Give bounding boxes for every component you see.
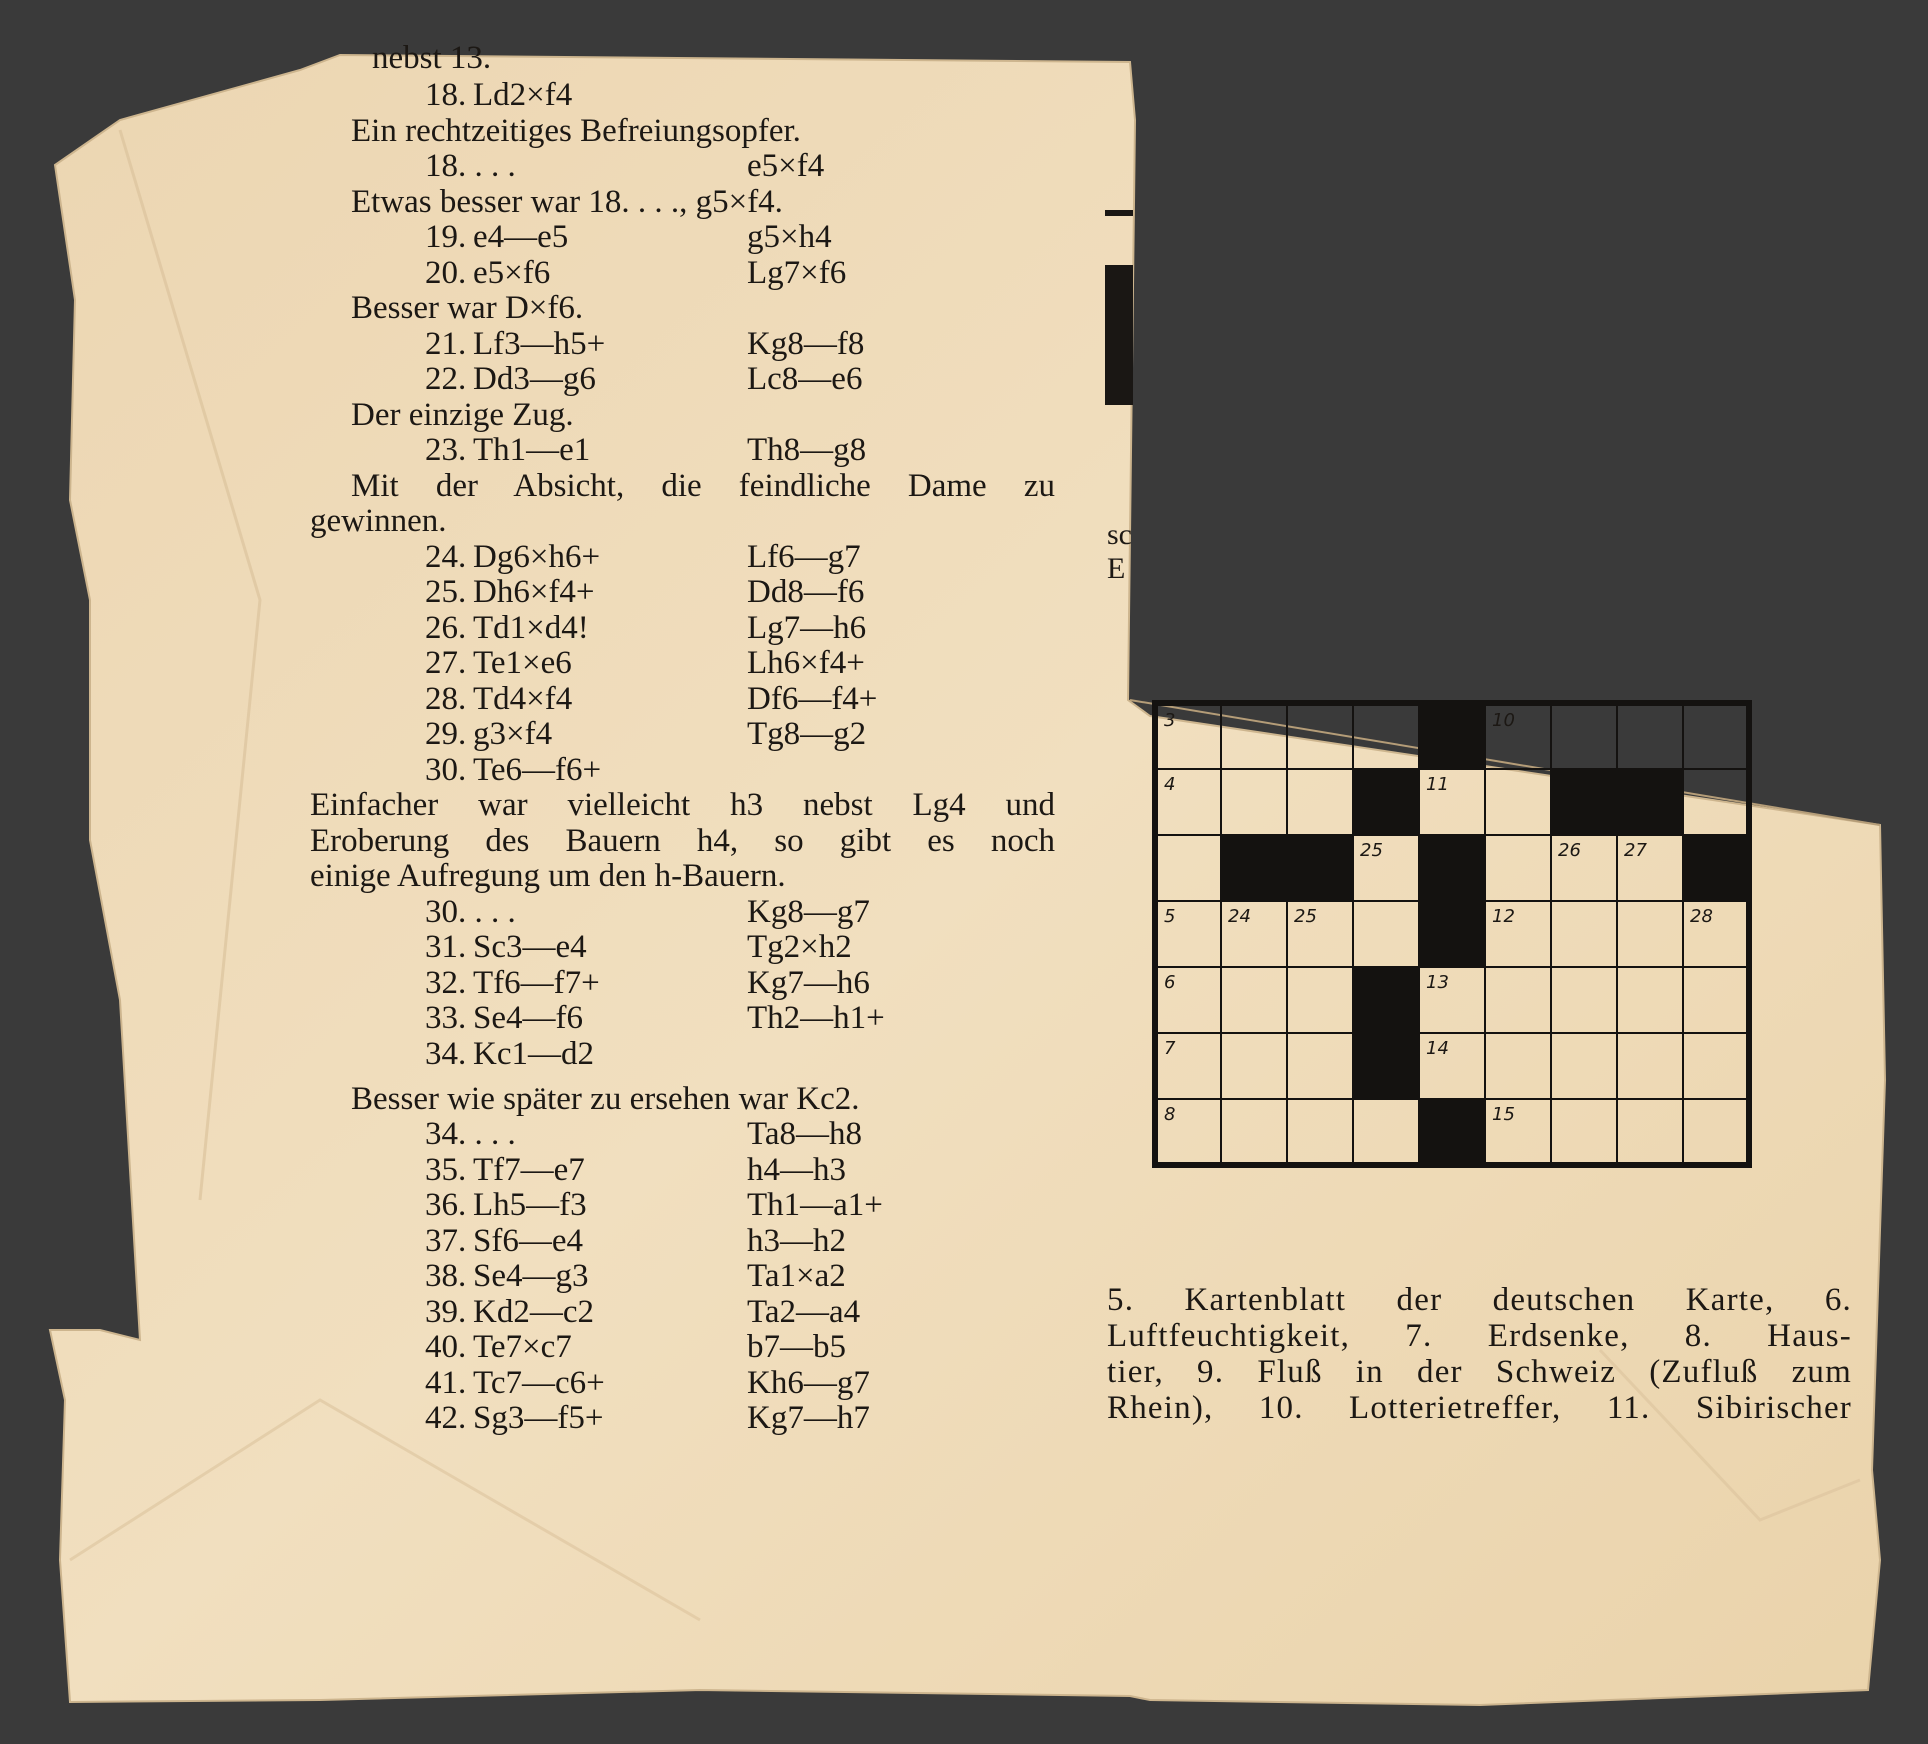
black-move: Th1—a1+ bbox=[747, 1187, 883, 1223]
cell-number: 5 bbox=[1164, 906, 1176, 927]
white-move: Tf7—e7 bbox=[473, 1151, 585, 1188]
move-row bbox=[310, 327, 1055, 363]
move-row bbox=[310, 1330, 1055, 1366]
black-move: Ta2—a4 bbox=[747, 1293, 861, 1330]
crossword-cell[interactable] bbox=[1221, 901, 1287, 967]
crossword-cell[interactable] bbox=[1485, 901, 1551, 967]
annotation-text: Einfacher war vielleicht h3 nebst Lg4 und bbox=[310, 787, 1055, 823]
move-row bbox=[310, 1037, 1055, 1073]
black-move: Lh6×f4+ bbox=[747, 645, 865, 681]
crossword-cell[interactable] bbox=[1287, 1033, 1353, 1099]
move-number: 28. bbox=[425, 680, 467, 717]
move-row bbox=[310, 1001, 1055, 1037]
clue-line: Rhein), 10. Lotterietreffer, 11. Sibirischer bbox=[1107, 1390, 1852, 1426]
white-move: Kd2—c2 bbox=[473, 1293, 594, 1330]
white-move: Lh5—f3 bbox=[473, 1187, 587, 1223]
crossword-cell[interactable] bbox=[1155, 1099, 1221, 1165]
crossword-cell[interactable] bbox=[1683, 769, 1749, 835]
black-move: Ta1×a2 bbox=[747, 1258, 846, 1294]
cell-number: 14 bbox=[1426, 1038, 1449, 1059]
annotation-line bbox=[310, 291, 1055, 327]
move-number: 36. bbox=[425, 1187, 467, 1223]
crossword-cell[interactable] bbox=[1683, 703, 1749, 769]
move-number: 30. bbox=[425, 751, 467, 788]
crossword-cell[interactable] bbox=[1485, 703, 1551, 769]
black-move: Lg7×f6 bbox=[747, 254, 847, 291]
move-row bbox=[310, 1259, 1055, 1295]
crossword-row bbox=[1155, 967, 1749, 1033]
crossword-cell[interactable] bbox=[1419, 967, 1485, 1033]
move-number: 23. bbox=[425, 432, 467, 468]
crossword-black-cell bbox=[1419, 703, 1485, 769]
crossword-cell[interactable] bbox=[1221, 703, 1287, 769]
cell-number: 13 bbox=[1426, 972, 1449, 993]
crossword-cell[interactable] bbox=[1287, 901, 1353, 967]
annotation-line bbox=[310, 469, 1055, 505]
move-number: 38. bbox=[425, 1258, 467, 1294]
black-move: h3—h2 bbox=[747, 1222, 846, 1259]
crossword-row bbox=[1155, 1033, 1749, 1099]
crossword-row bbox=[1155, 769, 1749, 835]
crossword-cell[interactable] bbox=[1551, 1099, 1617, 1165]
cell-number: 4 bbox=[1164, 774, 1176, 795]
move-row bbox=[310, 149, 1055, 185]
crossword-cell[interactable] bbox=[1419, 769, 1485, 835]
annotation-line bbox=[310, 788, 1055, 824]
annotation-text: Der einzige Zug. bbox=[351, 396, 574, 433]
crossword-clues bbox=[1107, 1282, 1852, 1426]
white-move: Te6—f6+ bbox=[473, 751, 602, 788]
move-number: 24. bbox=[425, 538, 467, 575]
annotation-text: einige Aufregung um den h-Bauern. bbox=[310, 858, 786, 894]
cell-number: 8 bbox=[1164, 1104, 1176, 1125]
white-move: Ld2×f4 bbox=[473, 77, 573, 113]
crossword-cell[interactable] bbox=[1287, 769, 1353, 835]
white-move: Kc1—d2 bbox=[473, 1035, 594, 1072]
chess-notation-lines bbox=[310, 78, 1055, 1437]
white-move: Tf6—f7+ bbox=[473, 964, 600, 1001]
crossword-black-cell bbox=[1353, 967, 1419, 1033]
annotation-text: Ein rechtzeitiges Befreiungsopfer. bbox=[351, 112, 801, 149]
white-move: Td1×d4! bbox=[473, 609, 589, 646]
cell-number: 28 bbox=[1690, 906, 1713, 927]
crossword-row bbox=[1155, 901, 1749, 967]
move-number: 19. bbox=[425, 219, 467, 255]
move-row bbox=[310, 930, 1055, 966]
crossword-cell[interactable] bbox=[1617, 835, 1683, 901]
crossword-row bbox=[1155, 703, 1749, 769]
cell-number: 27 bbox=[1624, 840, 1647, 861]
move-number: 40. bbox=[425, 1329, 467, 1365]
clue-line: 5. Kartenblatt der deutschen Karte, 6. bbox=[1107, 1282, 1852, 1318]
white-move: Sc3—e4 bbox=[473, 929, 587, 965]
crossword-cell[interactable] bbox=[1353, 835, 1419, 901]
move-row bbox=[310, 717, 1055, 753]
crossword-cell[interactable] bbox=[1485, 967, 1551, 1033]
white-move: Td4×f4 bbox=[473, 680, 573, 717]
black-move: h4—h3 bbox=[747, 1151, 846, 1188]
white-move: Te1×e6 bbox=[473, 645, 572, 681]
move-row bbox=[310, 895, 1055, 931]
crossword-row bbox=[1155, 835, 1749, 901]
crossword-cell[interactable] bbox=[1617, 901, 1683, 967]
move-number: 42. bbox=[425, 1400, 467, 1436]
white-move: Dg6×h6+ bbox=[473, 538, 601, 575]
crossword-cell[interactable] bbox=[1155, 1033, 1221, 1099]
white-move: Tc7—c6+ bbox=[473, 1364, 605, 1401]
move-row bbox=[310, 220, 1055, 256]
crossword-grid bbox=[1152, 700, 1752, 1168]
annotation-text: Eroberung des Bauern h4, so gibt es noch bbox=[310, 822, 1055, 859]
cell-number: 15 bbox=[1492, 1104, 1515, 1125]
crossword-cell[interactable] bbox=[1551, 703, 1617, 769]
top-fragment: nebst 13. bbox=[372, 44, 492, 72]
cell-number: 11 bbox=[1426, 774, 1449, 795]
crossword-row bbox=[1155, 1099, 1749, 1165]
black-move: e5×f4 bbox=[747, 148, 825, 184]
crossword-cell[interactable] bbox=[1683, 1033, 1749, 1099]
crossword-cell[interactable] bbox=[1353, 1099, 1419, 1165]
right-fragment-sc: sc bbox=[1107, 518, 1132, 551]
crossword-black-cell bbox=[1353, 769, 1419, 835]
clue-line: tier, 9. Fluß in der Schweiz (Zufluß zum bbox=[1107, 1354, 1852, 1390]
move-row bbox=[310, 575, 1055, 611]
crossword-cell[interactable] bbox=[1221, 967, 1287, 1033]
black-move: Df6—f4+ bbox=[747, 680, 878, 717]
black-move: Th2—h1+ bbox=[747, 1000, 885, 1036]
crossword-cell[interactable] bbox=[1485, 769, 1551, 835]
crossword-black-cell bbox=[1419, 901, 1485, 967]
white-move: g3×f4 bbox=[473, 716, 553, 752]
move-number: 26. bbox=[425, 609, 467, 646]
annotation-line bbox=[310, 398, 1055, 434]
cell-number: 25 bbox=[1360, 840, 1383, 861]
neighbor-column-bar-1 bbox=[1105, 265, 1133, 405]
crossword-cell[interactable] bbox=[1617, 1033, 1683, 1099]
crossword-cell[interactable] bbox=[1221, 1099, 1287, 1165]
move-number: 32. bbox=[425, 964, 467, 1001]
cell-number: 26 bbox=[1558, 840, 1581, 861]
black-move: Dd8—f6 bbox=[747, 574, 865, 610]
white-move: Lf3—h5+ bbox=[473, 325, 606, 362]
black-move: Kg7—h6 bbox=[747, 964, 870, 1001]
white-move: Th1—e1 bbox=[473, 432, 591, 468]
cell-number: 3 bbox=[1164, 710, 1176, 731]
cell-number: 10 bbox=[1492, 710, 1515, 731]
white-move: Dh6×f4+ bbox=[473, 574, 595, 610]
move-row bbox=[310, 753, 1055, 789]
neighbor-column-bar-2 bbox=[1105, 210, 1133, 216]
white-move: Te7×c7 bbox=[473, 1329, 572, 1365]
crossword-cell[interactable] bbox=[1683, 901, 1749, 967]
crossword-cell[interactable] bbox=[1485, 1099, 1551, 1165]
move-number: 18. bbox=[425, 77, 467, 113]
black-move: Lf6—g7 bbox=[747, 538, 861, 575]
crossword-cell[interactable] bbox=[1485, 835, 1551, 901]
cell-number: 6 bbox=[1164, 972, 1176, 993]
annotation-line bbox=[310, 859, 1055, 895]
move-number: 27. bbox=[425, 645, 467, 681]
crossword-cell[interactable] bbox=[1155, 901, 1221, 967]
move-number: 25. bbox=[425, 574, 467, 610]
crossword-cell[interactable] bbox=[1683, 1099, 1749, 1165]
white-move: e5×f6 bbox=[473, 254, 551, 291]
black-move: Tg2×h2 bbox=[747, 929, 852, 965]
crossword-cell[interactable] bbox=[1617, 1099, 1683, 1165]
black-move: b7—b5 bbox=[747, 1329, 846, 1365]
crossword-cell[interactable] bbox=[1221, 769, 1287, 835]
annotation-text: Besser wie später zu ersehen war Kc2. bbox=[351, 1080, 860, 1117]
crossword-cell[interactable] bbox=[1419, 1033, 1485, 1099]
black-move: g5×h4 bbox=[747, 219, 832, 255]
crossword-cell[interactable] bbox=[1551, 901, 1617, 967]
white-move: Sf6—e4 bbox=[473, 1222, 583, 1259]
crossword-cell[interactable] bbox=[1551, 835, 1617, 901]
cell-number: 24 bbox=[1228, 906, 1251, 927]
white-move: Sg3—f5+ bbox=[473, 1400, 604, 1436]
move-row bbox=[310, 256, 1055, 292]
move-number: 35. bbox=[425, 1151, 467, 1188]
move-number: 39. bbox=[425, 1293, 467, 1330]
black-move: Th8—g8 bbox=[747, 432, 867, 468]
crossword-table bbox=[1152, 700, 1752, 1168]
move-row bbox=[310, 1366, 1055, 1402]
crossword-black-cell bbox=[1353, 1033, 1419, 1099]
black-move: Kg8—g7 bbox=[747, 893, 870, 930]
crossword-cell[interactable] bbox=[1287, 967, 1353, 1033]
annotation-text: gewinnen. bbox=[310, 503, 447, 539]
move-number: 18. . . . bbox=[425, 148, 516, 184]
crossword-cell[interactable] bbox=[1287, 703, 1353, 769]
black-move: Lg7—h6 bbox=[747, 609, 867, 646]
move-number: 34. . . . bbox=[425, 1116, 516, 1152]
crossword-black-cell bbox=[1419, 1099, 1485, 1165]
white-move: Se4—f6 bbox=[473, 1000, 583, 1036]
right-fragment-e: E bbox=[1107, 552, 1126, 585]
crossword-cell[interactable] bbox=[1155, 769, 1221, 835]
move-row bbox=[310, 646, 1055, 682]
crossword-cell[interactable] bbox=[1353, 703, 1419, 769]
crossword-cell[interactable] bbox=[1485, 1033, 1551, 1099]
move-row bbox=[310, 1153, 1055, 1189]
move-number: 20. bbox=[425, 254, 467, 291]
move-row bbox=[310, 682, 1055, 718]
annotation-line bbox=[310, 824, 1055, 860]
crossword-black-cell bbox=[1617, 769, 1683, 835]
annotation-text: Etwas besser war 18. . . ., g5×f4. bbox=[351, 183, 783, 220]
move-number: 30. . . . bbox=[425, 893, 516, 930]
move-row bbox=[310, 78, 1055, 114]
move-row bbox=[310, 1295, 1055, 1331]
crossword-cell[interactable] bbox=[1155, 967, 1221, 1033]
crossword-cell[interactable] bbox=[1155, 835, 1221, 901]
crossword-cell[interactable] bbox=[1287, 1099, 1353, 1165]
move-row bbox=[310, 1188, 1055, 1224]
clue-line: Luftfeuchtigkeit, 7. Erdsenke, 8. Haus- bbox=[1107, 1318, 1852, 1354]
annotation-line bbox=[310, 1072, 1055, 1117]
cell-number: 25 bbox=[1294, 906, 1317, 927]
move-row bbox=[310, 966, 1055, 1002]
annotation-text: Mit der Absicht, die feindliche Dame zu bbox=[351, 467, 1055, 504]
move-row bbox=[310, 362, 1055, 398]
chess-game-column bbox=[310, 78, 1055, 1437]
move-number: 31. bbox=[425, 929, 467, 965]
move-row bbox=[310, 611, 1055, 647]
annotation-text: Besser war D×f6. bbox=[351, 290, 584, 326]
crossword-black-cell bbox=[1221, 835, 1287, 901]
white-move: Se4—g3 bbox=[473, 1258, 589, 1294]
black-move: Ta8—h8 bbox=[747, 1116, 863, 1152]
cell-number: 7 bbox=[1164, 1038, 1176, 1059]
move-row bbox=[310, 433, 1055, 469]
cell-number: 12 bbox=[1492, 906, 1515, 927]
crossword-cell[interactable] bbox=[1551, 967, 1617, 1033]
crossword-cell[interactable] bbox=[1617, 967, 1683, 1033]
annotation-line bbox=[310, 114, 1055, 150]
move-number: 22. bbox=[425, 361, 467, 397]
black-move: Kg8—f8 bbox=[747, 325, 865, 362]
move-row bbox=[310, 540, 1055, 576]
black-move: Lc8—e6 bbox=[747, 361, 863, 397]
move-number: 41. bbox=[425, 1364, 467, 1401]
white-move: Dd3—g6 bbox=[473, 361, 596, 397]
move-number: 21. bbox=[425, 325, 467, 362]
white-move: e4—e5 bbox=[473, 219, 569, 255]
black-move: Kh6—g7 bbox=[747, 1364, 870, 1401]
crossword-cell[interactable] bbox=[1353, 901, 1419, 967]
move-number: 37. bbox=[425, 1222, 467, 1259]
crossword-black-cell bbox=[1683, 835, 1749, 901]
move-row bbox=[310, 1224, 1055, 1260]
black-move: Tg8—g2 bbox=[747, 716, 867, 752]
crossword-cell[interactable] bbox=[1551, 1033, 1617, 1099]
move-row bbox=[310, 1401, 1055, 1437]
annotation-line bbox=[310, 504, 1055, 540]
crossword-cell[interactable] bbox=[1155, 703, 1221, 769]
move-number: 34. bbox=[425, 1035, 467, 1072]
annotation-line bbox=[310, 185, 1055, 221]
crossword-black-cell bbox=[1287, 835, 1353, 901]
crossword-black-cell bbox=[1419, 835, 1485, 901]
crossword-cell[interactable] bbox=[1683, 967, 1749, 1033]
crossword-black-cell bbox=[1551, 769, 1617, 835]
move-number: 33. bbox=[425, 1000, 467, 1036]
crossword-cell[interactable] bbox=[1221, 1033, 1287, 1099]
move-number: 29. bbox=[425, 716, 467, 752]
crossword-cell[interactable] bbox=[1617, 703, 1683, 769]
black-move: Kg7—h7 bbox=[747, 1400, 870, 1436]
move-row bbox=[310, 1117, 1055, 1153]
